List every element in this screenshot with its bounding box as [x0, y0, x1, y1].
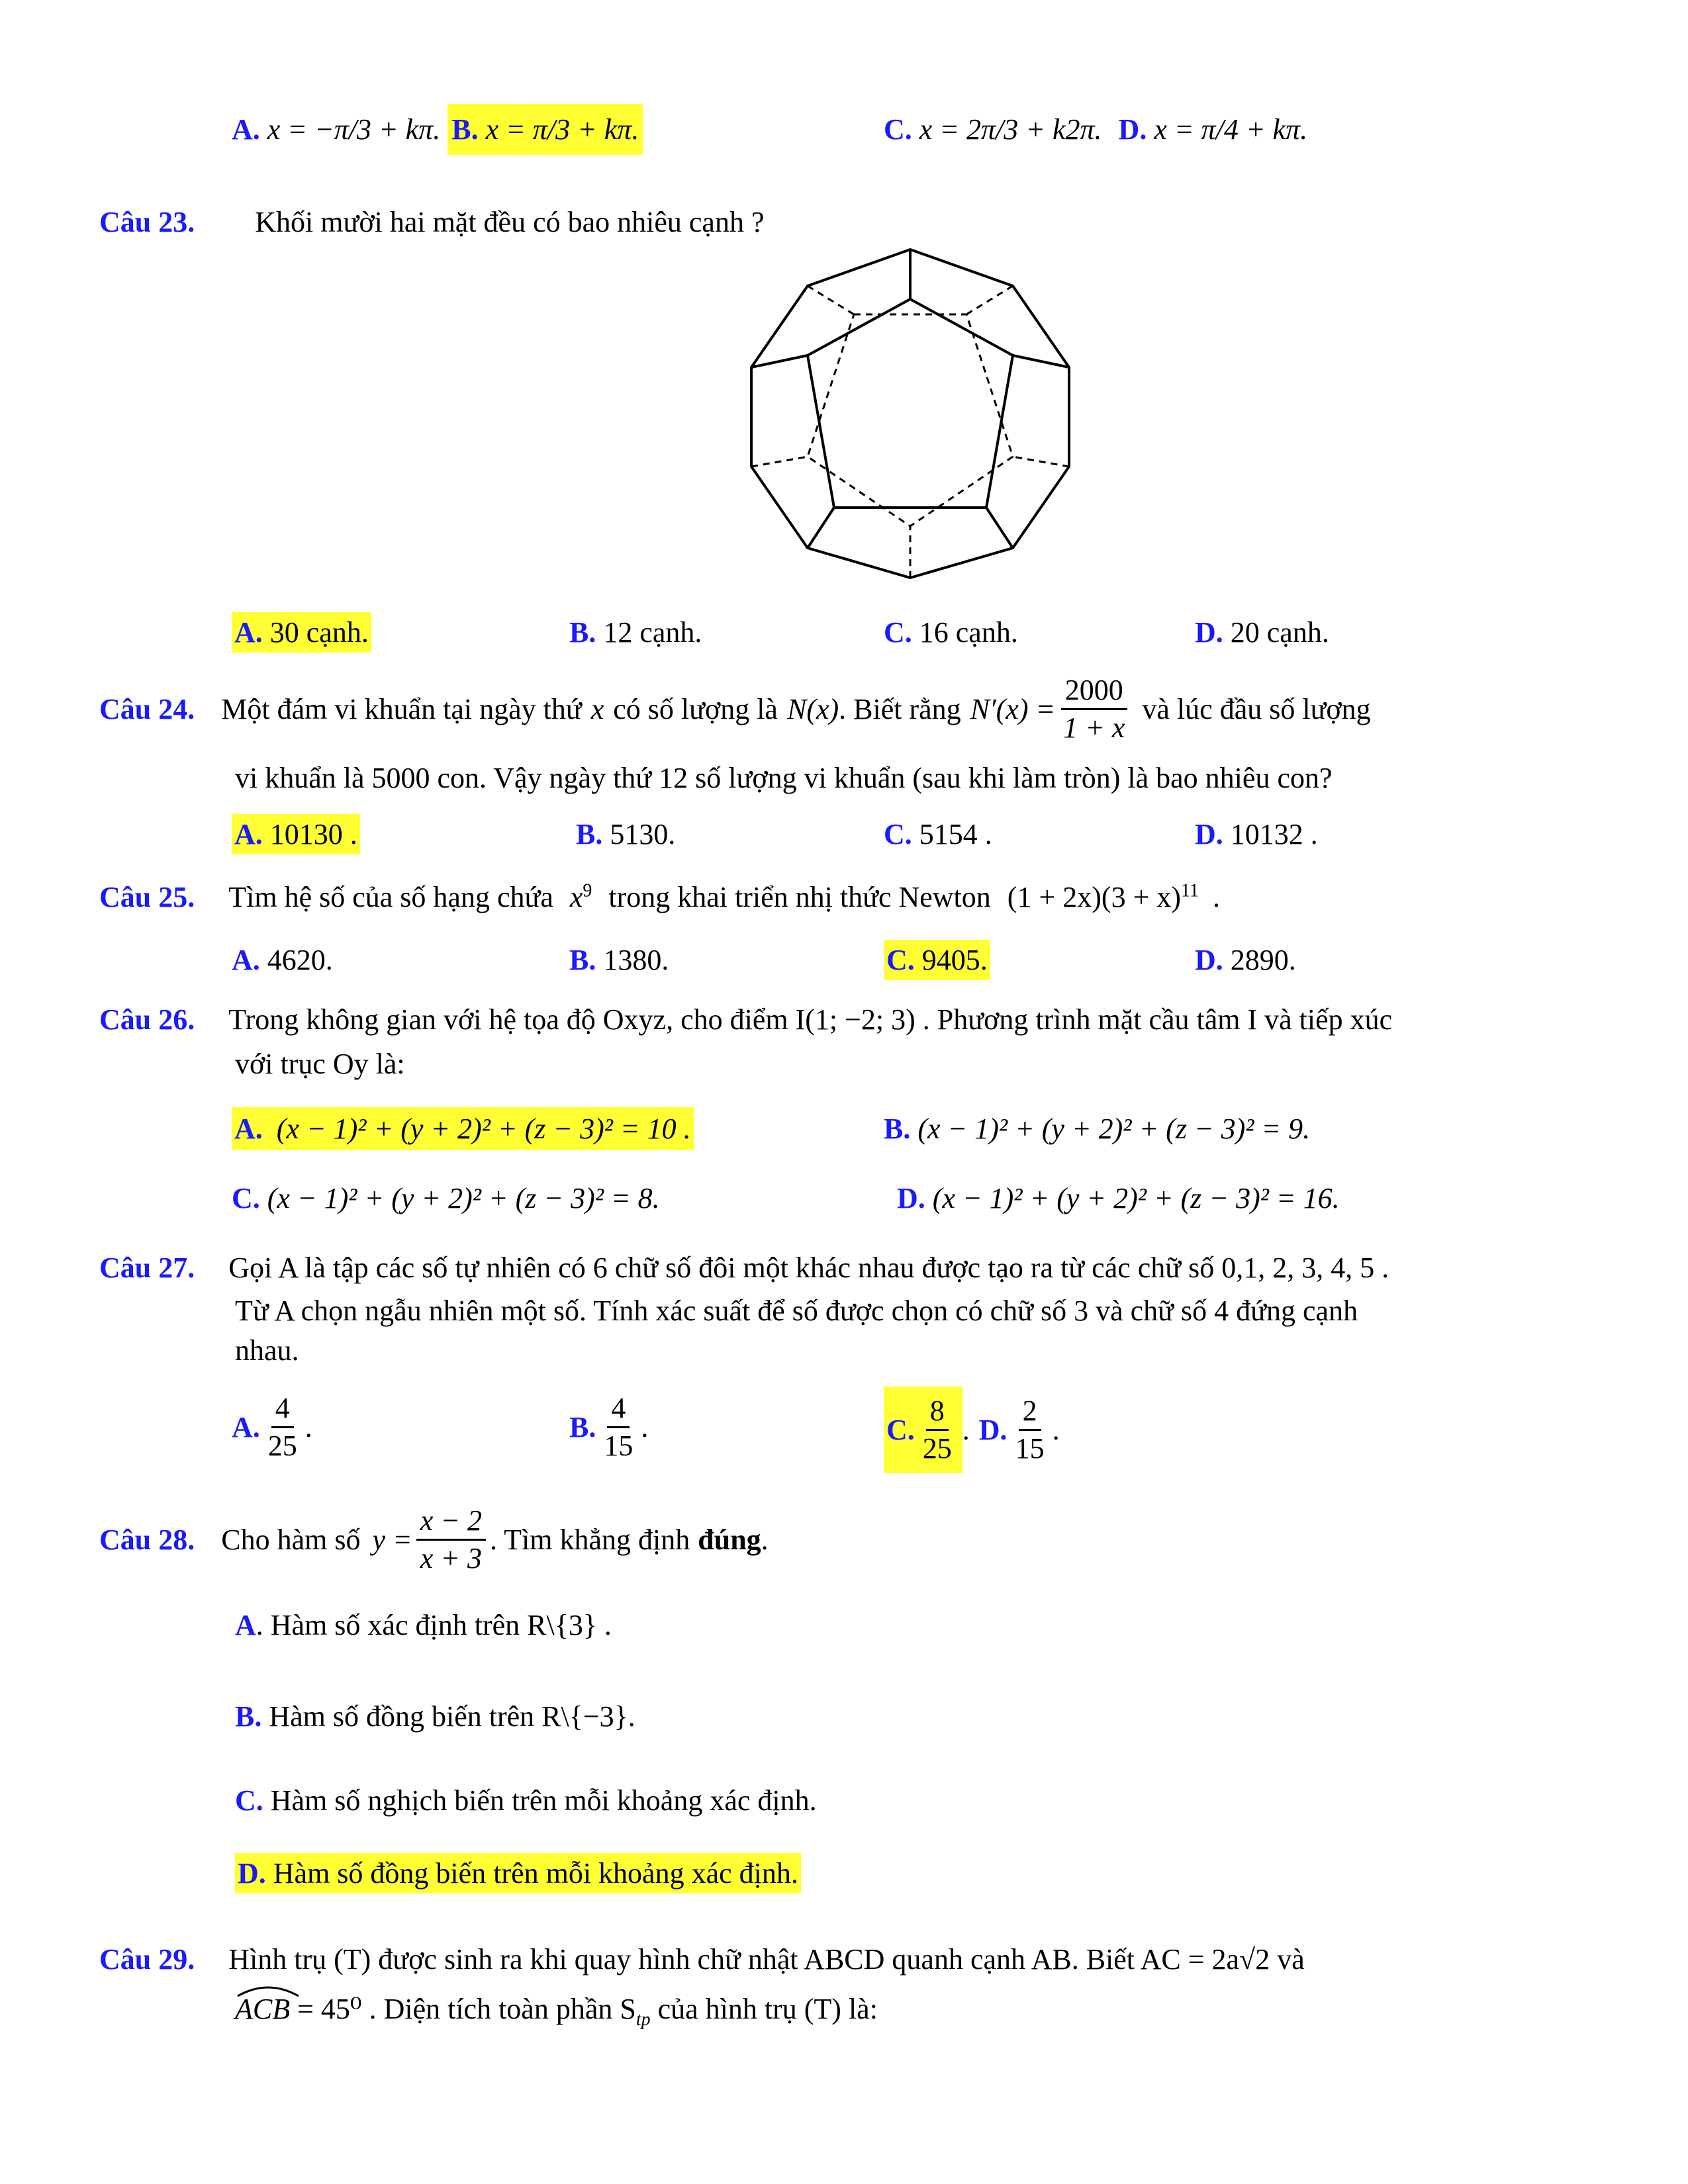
q25-expr-exp: 11 [1181, 880, 1199, 901]
q26-b-text: (x − 1)² + (y + 2)² + (z − 3)² = 9. [917, 1113, 1311, 1145]
q22-a-text: x = −π/3 + kπ. [267, 113, 441, 146]
q22-options [232, 113, 643, 146]
q24-text-d: và lúc đầu số lượng [1142, 693, 1371, 726]
q28-b-label: B. [235, 1700, 262, 1733]
q25-d-text: 2890. [1230, 944, 1296, 976]
q26-line2: với trục Oy là: [235, 1048, 405, 1080]
q27-line2: Từ A chọn ngẫu nhiên một số. Tính xác suất để số được chọn có chữ số 3 và chữ số 4 đứng cạnh [235, 1295, 1358, 1327]
q24-option-d [1195, 817, 1318, 851]
q27-c-num: 8 [926, 1396, 949, 1431]
q28-bold: đúng [698, 1524, 761, 1557]
q25-c-label: C. [886, 944, 915, 976]
q26-b-label: B. [884, 1113, 911, 1145]
q25-b-text: 1380. [603, 944, 669, 976]
q28-option-d [235, 1856, 801, 1890]
q24-line2: vi khuẩn là 5000 con. Vậy ngày thứ 12 số lượng vi khuẩn (sau khi làm tròn) là bao nhiêu con? [235, 762, 1333, 794]
q27-c-highlight [884, 1387, 962, 1473]
q25-d-label: D. [1195, 944, 1223, 976]
q26-c-text: (x − 1)² + (y + 2)² + (z − 3)² = 8. [267, 1182, 660, 1214]
q28-y: y = [372, 1524, 412, 1557]
q28-d-text: Hàm số đồng biến trên mỗi khoảng xác định. [273, 1857, 798, 1889]
q25-option-a [232, 943, 333, 977]
q24-line1 [99, 675, 1371, 743]
q28-c-text: Hàm số nghịch biến trên mỗi khoảng xác định. [270, 1784, 817, 1817]
q24-c-label: C. [884, 818, 912, 850]
q27-line1 [99, 1251, 1389, 1285]
q22-c-label: C. [884, 113, 912, 146]
q28-question [99, 1506, 769, 1574]
q25-option-c [884, 943, 990, 977]
q29-sub: tp [635, 2009, 651, 2030]
q24-fraction [1059, 675, 1129, 743]
q25-x9: x [569, 881, 583, 913]
q24-number: Câu 24. [99, 693, 195, 726]
q24-nprime: N′(x) = [970, 693, 1056, 726]
q22-b-text: x = π/3 + kπ. [485, 113, 639, 146]
q23-number: Câu 23. [99, 206, 195, 238]
q27-a-frac [264, 1393, 301, 1461]
q24-option-b [576, 817, 675, 851]
q27-b-label: B. [569, 1411, 596, 1444]
q23-d-label: D. [1195, 616, 1223, 649]
q23-option-d [1195, 615, 1329, 649]
q28-a-label: A [235, 1609, 256, 1641]
q27-c-frac [919, 1396, 956, 1464]
q26-option-a [232, 1112, 694, 1146]
q28-option-c [235, 1784, 817, 1817]
q25-text-b: trong khai triển nhị thức Newton [608, 881, 991, 913]
q26-c-label: C. [232, 1182, 260, 1214]
q27-text1: Gọi A là tập các số tự nhiên có 6 chữ số đôi một khác nhau được tạo ra từ các chữ số 0,1, 2, 3, 4, 5 . [228, 1251, 1389, 1284]
q28-fraction [416, 1506, 486, 1574]
q26-d-text: (x − 1)² + (y + 2)² + (z − 3)² = 16. [932, 1182, 1340, 1214]
q27-d-num: 2 [1019, 1396, 1041, 1431]
q24-text-a: Một đám vi khuẩn tại ngày thứ [221, 693, 582, 726]
q25-text-c: . [1213, 881, 1221, 913]
q27-c-den: 25 [922, 1432, 952, 1465]
arc-mark-icon [235, 1983, 301, 1997]
q25-option-d [1195, 943, 1296, 977]
q29-line1 [99, 1942, 1305, 1976]
q23-a-text: 30 cạnh. [269, 616, 369, 649]
q25-question [99, 880, 1220, 914]
q22-b-highlight [447, 104, 643, 155]
q24-frac-den: 1 + x [1063, 711, 1125, 745]
q28-text-c: . [761, 1524, 769, 1557]
q23-b-text: 12 cạnh. [603, 616, 702, 649]
q23-option-a [232, 615, 371, 649]
q26-a-text: (x − 1)² + (y + 2)² + (z − 3)² = 10 . [276, 1113, 691, 1145]
q24-option-a [232, 817, 360, 851]
q27-line3: nhau. [235, 1334, 299, 1367]
q29-text1: Hình trụ (T) được sinh ra khi quay hình chữ nhật ABCD quanh cạnh AB. Biết AC = 2a√2 và [228, 1943, 1305, 1976]
q27-d-den: 15 [1015, 1432, 1045, 1465]
q24-frac-num: 2000 [1061, 675, 1127, 710]
q24-b-text: 5130. [610, 818, 676, 850]
q27-b-frac [600, 1393, 637, 1461]
q22-options-cd [884, 113, 1307, 146]
q24-d-label: D. [1195, 818, 1223, 850]
q27-c-label: C. [886, 1414, 915, 1447]
q28-d-label: D. [238, 1857, 266, 1889]
q27-a-den: 25 [267, 1430, 297, 1463]
q24-text-c: . Biết rằng [839, 693, 961, 726]
q24-x: x [590, 693, 604, 726]
q27-option-a [232, 1393, 312, 1461]
q29-text2: = 45⁰ . Diện tích toàn phần S [290, 1993, 636, 2025]
q27-option-b [569, 1393, 648, 1461]
q27-b-num: 4 [607, 1393, 630, 1428]
q23-option-c [884, 615, 1018, 649]
q28-text-b: . Tìm khẳng định [489, 1524, 690, 1557]
q27-number: Câu 27. [99, 1251, 195, 1284]
q26-a-label: A. [234, 1113, 263, 1145]
q24-c-text: 5154 . [919, 818, 992, 850]
q24-a-text: 10130 . [269, 818, 357, 850]
q25-a-text: 4620. [267, 944, 333, 976]
dodecahedron-figure [735, 242, 1079, 586]
q23-b-label: B. [569, 616, 596, 649]
q26-option-c [232, 1181, 660, 1215]
q22-d-text: x = π/4 + kπ. [1154, 113, 1308, 146]
q28-frac-num: x − 2 [416, 1506, 486, 1541]
q24-option-c [884, 817, 992, 851]
q29-acb-text: ACB [235, 1993, 291, 2025]
q22-c-text: x = 2π/3 + k2π. [919, 113, 1102, 146]
q25-option-b [569, 943, 669, 977]
q27-a-label: A. [232, 1411, 260, 1444]
q25-a-label: A. [232, 944, 260, 976]
q27-b-dot: . [641, 1411, 649, 1444]
q25-expr: (1 + 2x)(3 + x) [1007, 881, 1182, 913]
q29-number: Câu 29. [99, 1943, 195, 1976]
q27-b-den: 15 [604, 1430, 633, 1463]
q22-a-label: A. [232, 113, 260, 146]
q27-d-dot: . [1052, 1414, 1060, 1447]
q24-text-b: có số lượng là [613, 693, 778, 726]
q27-d-label: D. [978, 1414, 1008, 1447]
q27-d-frac [1011, 1396, 1049, 1464]
q27-c-dot: . [962, 1414, 970, 1447]
q28-option-a [235, 1608, 612, 1642]
back-pentagon [808, 314, 1013, 526]
q22-d-label: D. [1118, 113, 1147, 146]
q27-a-num: 4 [271, 1393, 294, 1428]
q22-b-label: B. [451, 113, 479, 146]
q25-x9-exp: 9 [583, 880, 592, 901]
q26-d-label: D. [897, 1182, 925, 1214]
q24-nx: N(x) [786, 693, 839, 726]
q28-text-a: Cho hàm số [221, 1524, 361, 1557]
q26-text1: Trong không gian với hệ tọa độ Oxyz, cho điểm I(1; −2; 3) . Phương trình mặt cầu tâm I và tiếp xúc [228, 1003, 1393, 1036]
q28-frac-den: x + 3 [420, 1542, 482, 1575]
q23-d-text: 20 cạnh. [1230, 616, 1329, 649]
q25-text-a: Tìm hệ số của số hạng chứa [228, 881, 553, 913]
q29-text2b: của hình trụ (T) là: [650, 1993, 878, 2025]
q26-line1 [99, 1003, 1392, 1036]
q28-number: Câu 28. [99, 1524, 195, 1557]
q23-text: Khối mười hai mặt đều có bao nhiêu cạnh ? [255, 206, 765, 238]
q24-b-label: B. [576, 818, 603, 850]
q23-question [99, 205, 764, 239]
q28-c-label: C. [235, 1784, 263, 1817]
q23-a-label: A. [234, 616, 263, 649]
q28-option-b [235, 1700, 635, 1733]
q27-option-c [884, 1387, 1060, 1473]
q26-number: Câu 26. [99, 1003, 195, 1036]
q26-option-d [897, 1181, 1340, 1215]
q29-acb [235, 1992, 290, 2026]
q28-b-text: Hàm số đồng biến trên R\{−3}. [269, 1700, 635, 1733]
q25-c-text: 9405. [921, 944, 988, 976]
q24-a-label: A. [234, 818, 263, 850]
q29-line2 [235, 1992, 878, 2030]
q27-a-dot: . [305, 1411, 312, 1444]
q24-d-text: 10132 . [1230, 818, 1318, 850]
q23-c-label: C. [884, 616, 912, 649]
q26-option-b [884, 1112, 1310, 1146]
q23-option-b [569, 615, 702, 649]
q28-a-text: . Hàm số xác định trên R\{3} . [256, 1609, 612, 1641]
q25-b-label: B. [569, 944, 596, 976]
q25-number: Câu 25. [99, 881, 195, 913]
q23-c-text: 16 cạnh. [919, 616, 1018, 649]
